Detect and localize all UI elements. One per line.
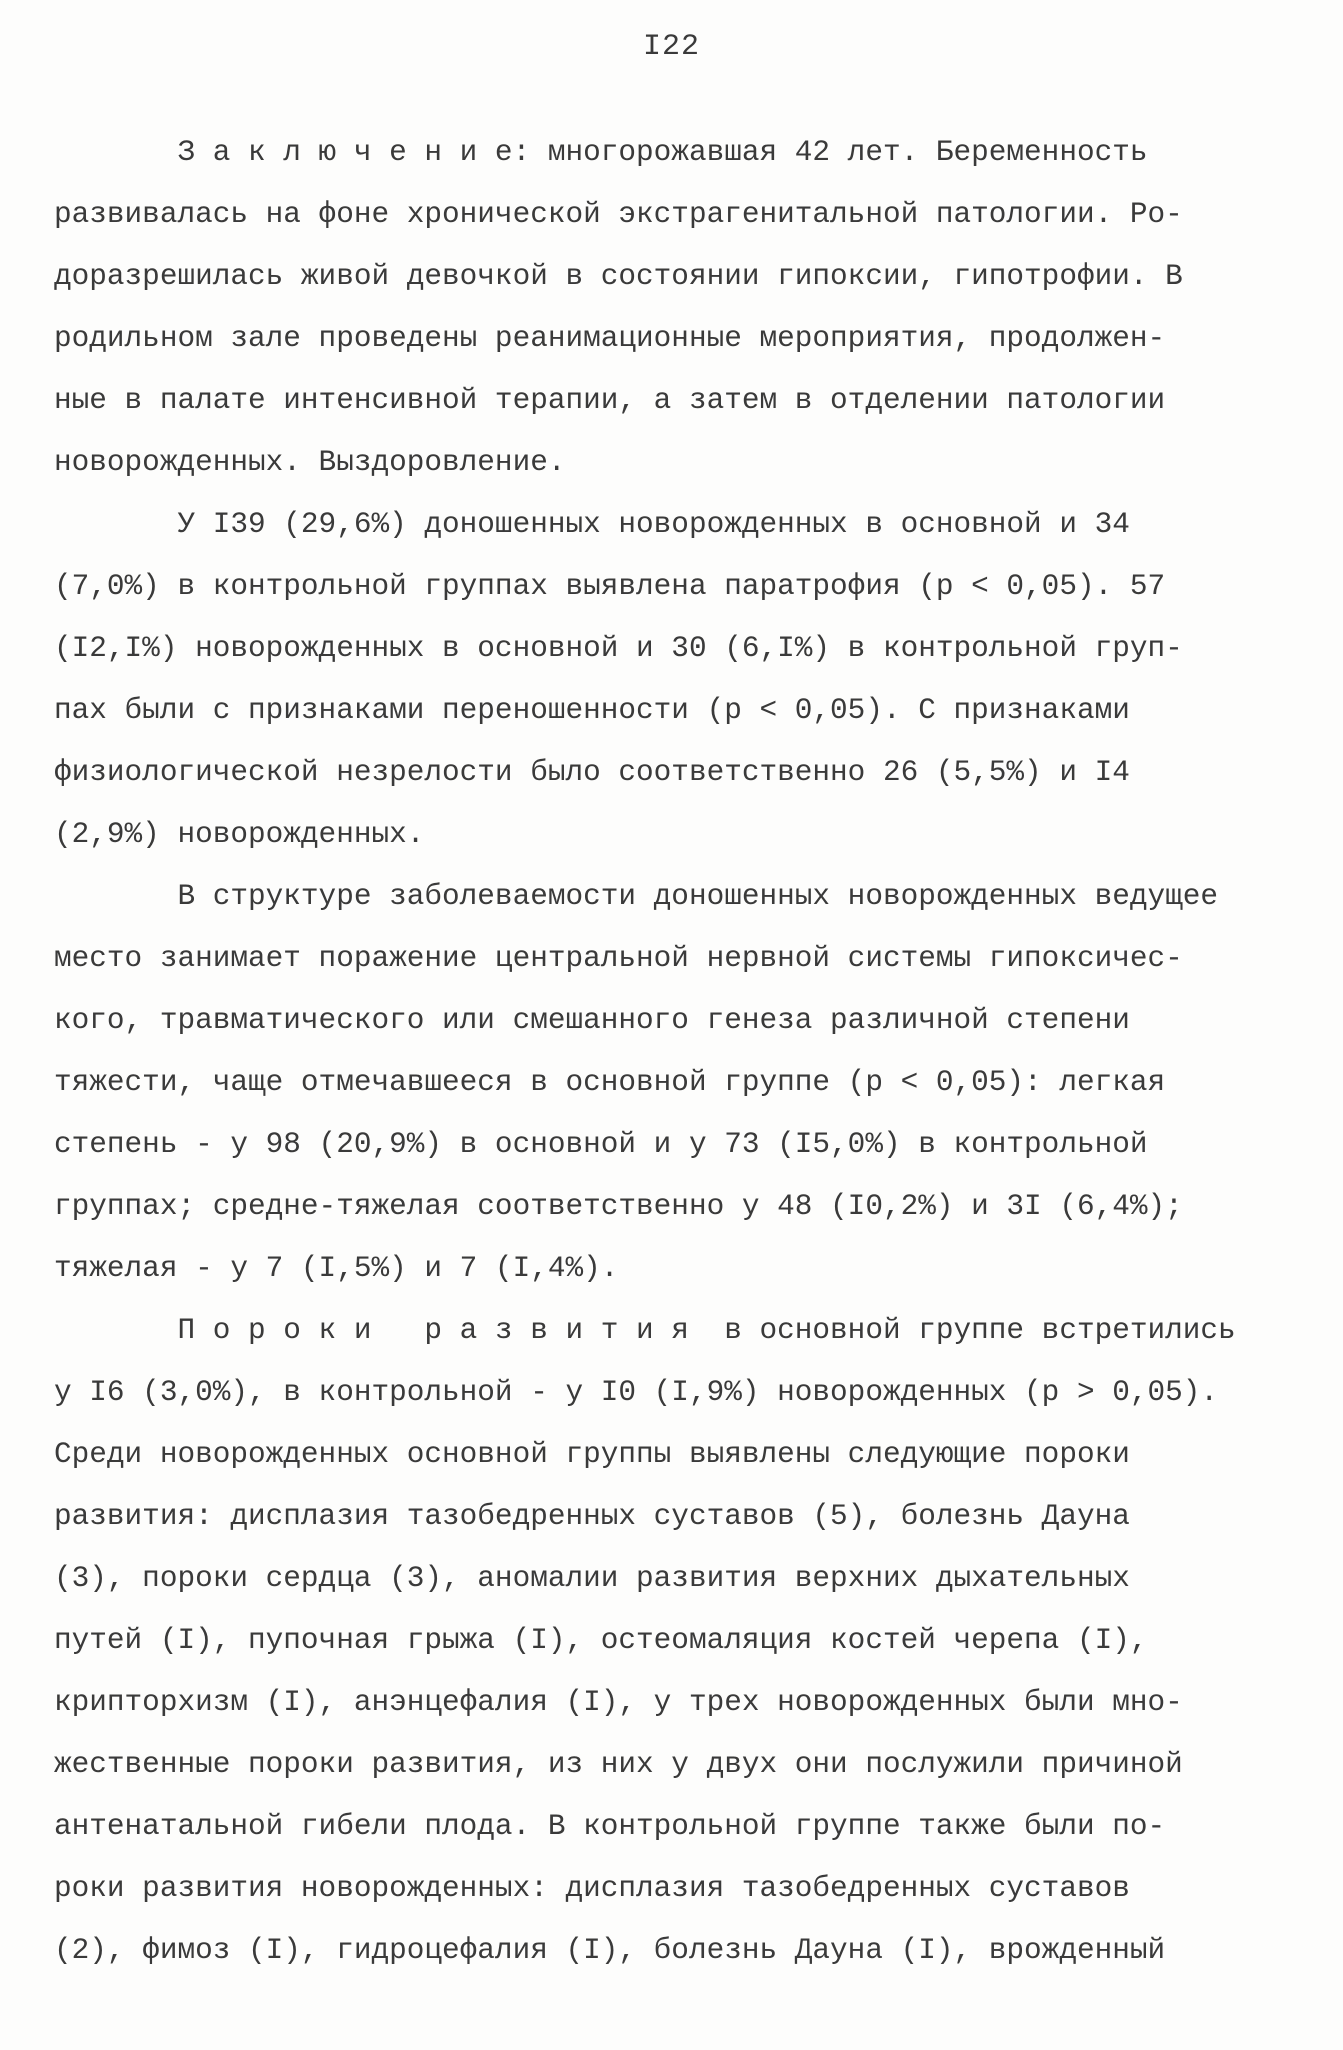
text-line: ные в палате интенсивной терапии, а затем в отделении патологии: [54, 384, 1166, 417]
text-line: новорожденных. Выздоровление.: [54, 446, 566, 479]
text-line: (2), фимоз (I), гидроцефалия (I), болезнь Дауна (I), врожденный: [54, 1934, 1166, 1967]
text-line: степень - у 98 (20,9%) в основной и у 73 (I5,0%) в контрольной: [54, 1128, 1148, 1161]
text-line: путей (I), пупочная грыжа (I), остеомаляция костей черепа (I),: [54, 1624, 1148, 1657]
text-line: доразрешилась живой девочкой в состоянии гипоксии, гипотрофии. В: [54, 260, 1183, 293]
text-line: жественные пороки развития, из них у двух они послужили причиной: [54, 1748, 1183, 1781]
text-line: физиологической незрелости было соответственно 26 (5,5%) и I4: [54, 756, 1130, 789]
text-line: В структуре заболеваемости доношенных новорожденных ведущее: [54, 880, 1219, 913]
text-line: развития: дисплазия тазобедренных суставов (5), болезнь Дауна: [54, 1500, 1130, 1533]
text-line: родильном зале проведены реанимационные мероприятия, продолжен-: [54, 322, 1166, 355]
text-line: у I6 (3,0%), в контрольной - у I0 (I,9%) новорожденных (p > 0,05).: [54, 1376, 1219, 1409]
text-line: У I39 (29,6%) доношенных новорожденных в основной и 34: [54, 508, 1130, 541]
text-line: роки развития новорожденных: дисплазия тазобедренных суставов: [54, 1872, 1130, 1905]
text-line: Среди новорожденных основной группы выявлены следующие пороки: [54, 1438, 1130, 1471]
page-number: I22: [642, 30, 700, 64]
text-line: пах были с признаками переношенности (p < 0,05). С признаками: [54, 694, 1130, 727]
text-line: (7,0%) в контрольной группах выявлена паратрофия (p < 0,05). 57: [54, 570, 1166, 603]
text-line: крипторхизм (I), анэнцефалия (I), у трех новорожденных были мно-: [54, 1686, 1183, 1719]
text-line: (2,9%) новорожденных.: [54, 818, 425, 851]
text-line: место занимает поражение центральной нервной системы гипоксичес-: [54, 942, 1183, 975]
text-line: антенатальной гибели плода. В контрольной группе также были по-: [54, 1810, 1166, 1843]
text-line: З а к л ю ч е н и е: многорожавшая 42 лет. Беременность: [54, 136, 1148, 169]
text-line: тяжести, чаще отмечавшееся в основной группе (p < 0,05): легкая: [54, 1066, 1166, 1099]
text-line: (I2,I%) новорожденных в основной и 30 (6,I%) в контрольной груп-: [54, 632, 1183, 665]
text-line: кого, травматического или смешанного генеза различной степени: [54, 1004, 1130, 1037]
text-line: П о р о к и р а з в и т и я в основной группе встретились: [54, 1314, 1236, 1347]
body-text: [54, 122, 1316, 1982]
text-line: тяжелая - у 7 (I,5%) и 7 (I,4%).: [54, 1252, 619, 1285]
text-line: группах; средне-тяжелая соответственно у 48 (I0,2%) и 3I (6,4%);: [54, 1190, 1183, 1223]
text-line: (3), пороки сердца (3), аномалии развития верхних дыхательных: [54, 1562, 1130, 1595]
text-line: развивалась на фоне хронической экстрагенитальной патологии. Ро-: [54, 198, 1183, 231]
